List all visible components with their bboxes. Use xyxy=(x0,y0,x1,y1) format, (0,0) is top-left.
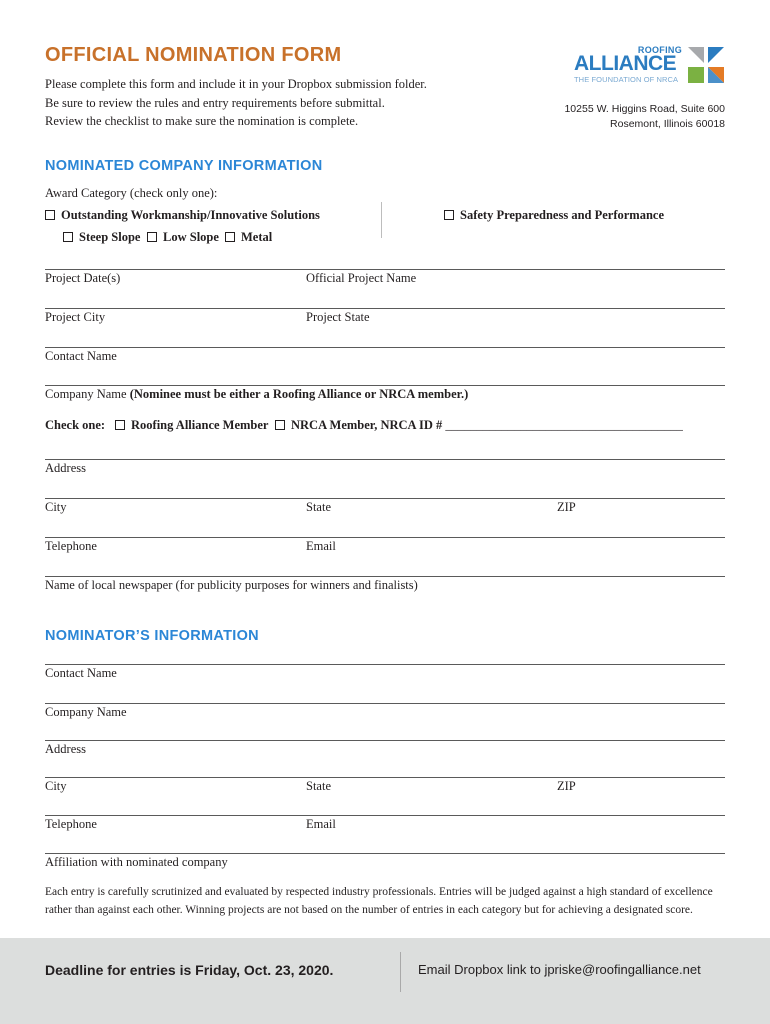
deadline-text: Deadline for entries is Friday, Oct. 23, 2020. xyxy=(45,962,334,978)
label-nominator-telephone: Telephone xyxy=(45,817,97,831)
label-zip: ZIP xyxy=(557,500,576,514)
label-project-city: Project City xyxy=(45,310,106,324)
label-email: Email xyxy=(306,539,336,553)
label-contact-name: Contact Name xyxy=(45,349,117,363)
option-metal[interactable]: Metal xyxy=(225,230,272,245)
line-newspaper[interactable] xyxy=(45,576,725,577)
checkbox-workmanship[interactable] xyxy=(45,210,55,220)
line-nominator-address[interactable] xyxy=(45,740,725,741)
label-project-state: Project State xyxy=(306,310,370,324)
checkbox-safety[interactable] xyxy=(444,210,454,220)
label-state: State xyxy=(306,500,331,514)
label-nominator-city: City xyxy=(45,779,67,793)
org-address-line-1: 10255 W. Higgins Road, Suite 600 xyxy=(564,103,725,115)
form-title: OFFICIAL NOMINATION FORM xyxy=(45,44,342,66)
checkbox-steep-slope[interactable] xyxy=(63,232,73,242)
line-address[interactable] xyxy=(45,459,725,460)
line-project-city[interactable] xyxy=(45,308,725,309)
logo-subtitle: THE FOUNDATION OF NRCA xyxy=(574,75,679,84)
label-nominator-contact: Contact Name xyxy=(45,666,117,680)
intro-line-2: Be sure to review the rules and entry requirements before submittal. xyxy=(45,96,385,110)
label-affiliation: Affiliation with nominated company xyxy=(45,855,228,869)
nrca-id-blank[interactable]: ______________________________________ xyxy=(445,418,683,432)
footer-band xyxy=(0,938,770,1024)
logo-mark-icon xyxy=(686,45,726,85)
label-nominator-address: Address xyxy=(45,742,86,756)
line-nominator-contact[interactable] xyxy=(45,664,725,665)
option-workmanship[interactable]: Outstanding Workmanship/Innovative Solutions xyxy=(45,208,320,223)
option-nrca-member[interactable]: NRCA Member, NRCA ID # ______________________________________ xyxy=(275,418,683,433)
category-divider xyxy=(381,202,382,238)
label-nominator-state: State xyxy=(306,779,331,793)
intro-line-1: Please complete this form and include it in your Dropbox submission folder. xyxy=(45,77,427,91)
option-steep-slope[interactable]: Steep Slope xyxy=(63,230,140,245)
checkbox-nrca-member[interactable] xyxy=(275,420,285,430)
option-safety[interactable]: Safety Preparedness and Performance xyxy=(444,208,664,223)
checkbox-ra-member[interactable] xyxy=(115,420,125,430)
checkbox-low-slope[interactable] xyxy=(147,232,157,242)
line-project-dates[interactable] xyxy=(45,269,725,270)
roofing-alliance-logo xyxy=(574,45,726,87)
line-company-name[interactable] xyxy=(45,385,725,386)
line-nominator-city[interactable] xyxy=(45,777,725,778)
line-nominator-company[interactable] xyxy=(45,703,725,704)
line-telephone[interactable] xyxy=(45,537,725,538)
award-category-label: Award Category (check only one): xyxy=(45,186,218,200)
section-title-nominated: NOMINATED COMPANY INFORMATION xyxy=(45,158,323,174)
label-city: City xyxy=(45,500,67,514)
logo-roofing-text: ROOFING xyxy=(637,45,682,55)
logo-alliance-text: ALLIANCE xyxy=(574,52,677,75)
label-nominator-email: Email xyxy=(306,817,336,831)
label-project-dates: Project Date(s) xyxy=(45,271,121,285)
label-nominator-company: Company Name xyxy=(45,705,127,719)
judging-note: Each entry is carefully scrutinized and evaluated by respected industry professionals. Entries will be judged against a high standard of excellence rather than against each other. Winning projects are not based on the number of entries in each category but for achieving a designated score. xyxy=(45,886,713,916)
email-dropbox-text: Email Dropbox link to jpriske@roofingalliance.net xyxy=(418,962,701,977)
section-title-nominator: NOMINATOR’S INFORMATION xyxy=(45,628,259,644)
intro-line-3: Review the checklist to make sure the nomination is complete. xyxy=(45,114,359,128)
label-company-name: Company Name (Nominee must be either a Roofing Alliance or NRCA member.) xyxy=(45,387,469,401)
label-address: Address xyxy=(45,461,86,475)
line-affiliation[interactable] xyxy=(45,853,725,854)
label-telephone: Telephone xyxy=(45,539,97,553)
label-nominator-zip: ZIP xyxy=(557,779,576,793)
label-check-one: Check one: xyxy=(45,418,106,432)
label-newspaper: Name of local newspaper (for publicity purposes for winners and finalists) xyxy=(45,578,418,592)
option-ra-member[interactable]: Roofing Alliance Member xyxy=(115,418,268,433)
label-project-name: Official Project Name xyxy=(306,271,417,285)
checkbox-metal[interactable] xyxy=(225,232,235,242)
line-city[interactable] xyxy=(45,498,725,499)
line-contact-name[interactable] xyxy=(45,347,725,348)
org-address-line-2: Rosemont, Illinois 60018 xyxy=(610,118,725,130)
footer-divider xyxy=(400,952,401,992)
line-nominator-telephone[interactable] xyxy=(45,815,725,816)
option-low-slope[interactable]: Low Slope xyxy=(147,230,219,245)
